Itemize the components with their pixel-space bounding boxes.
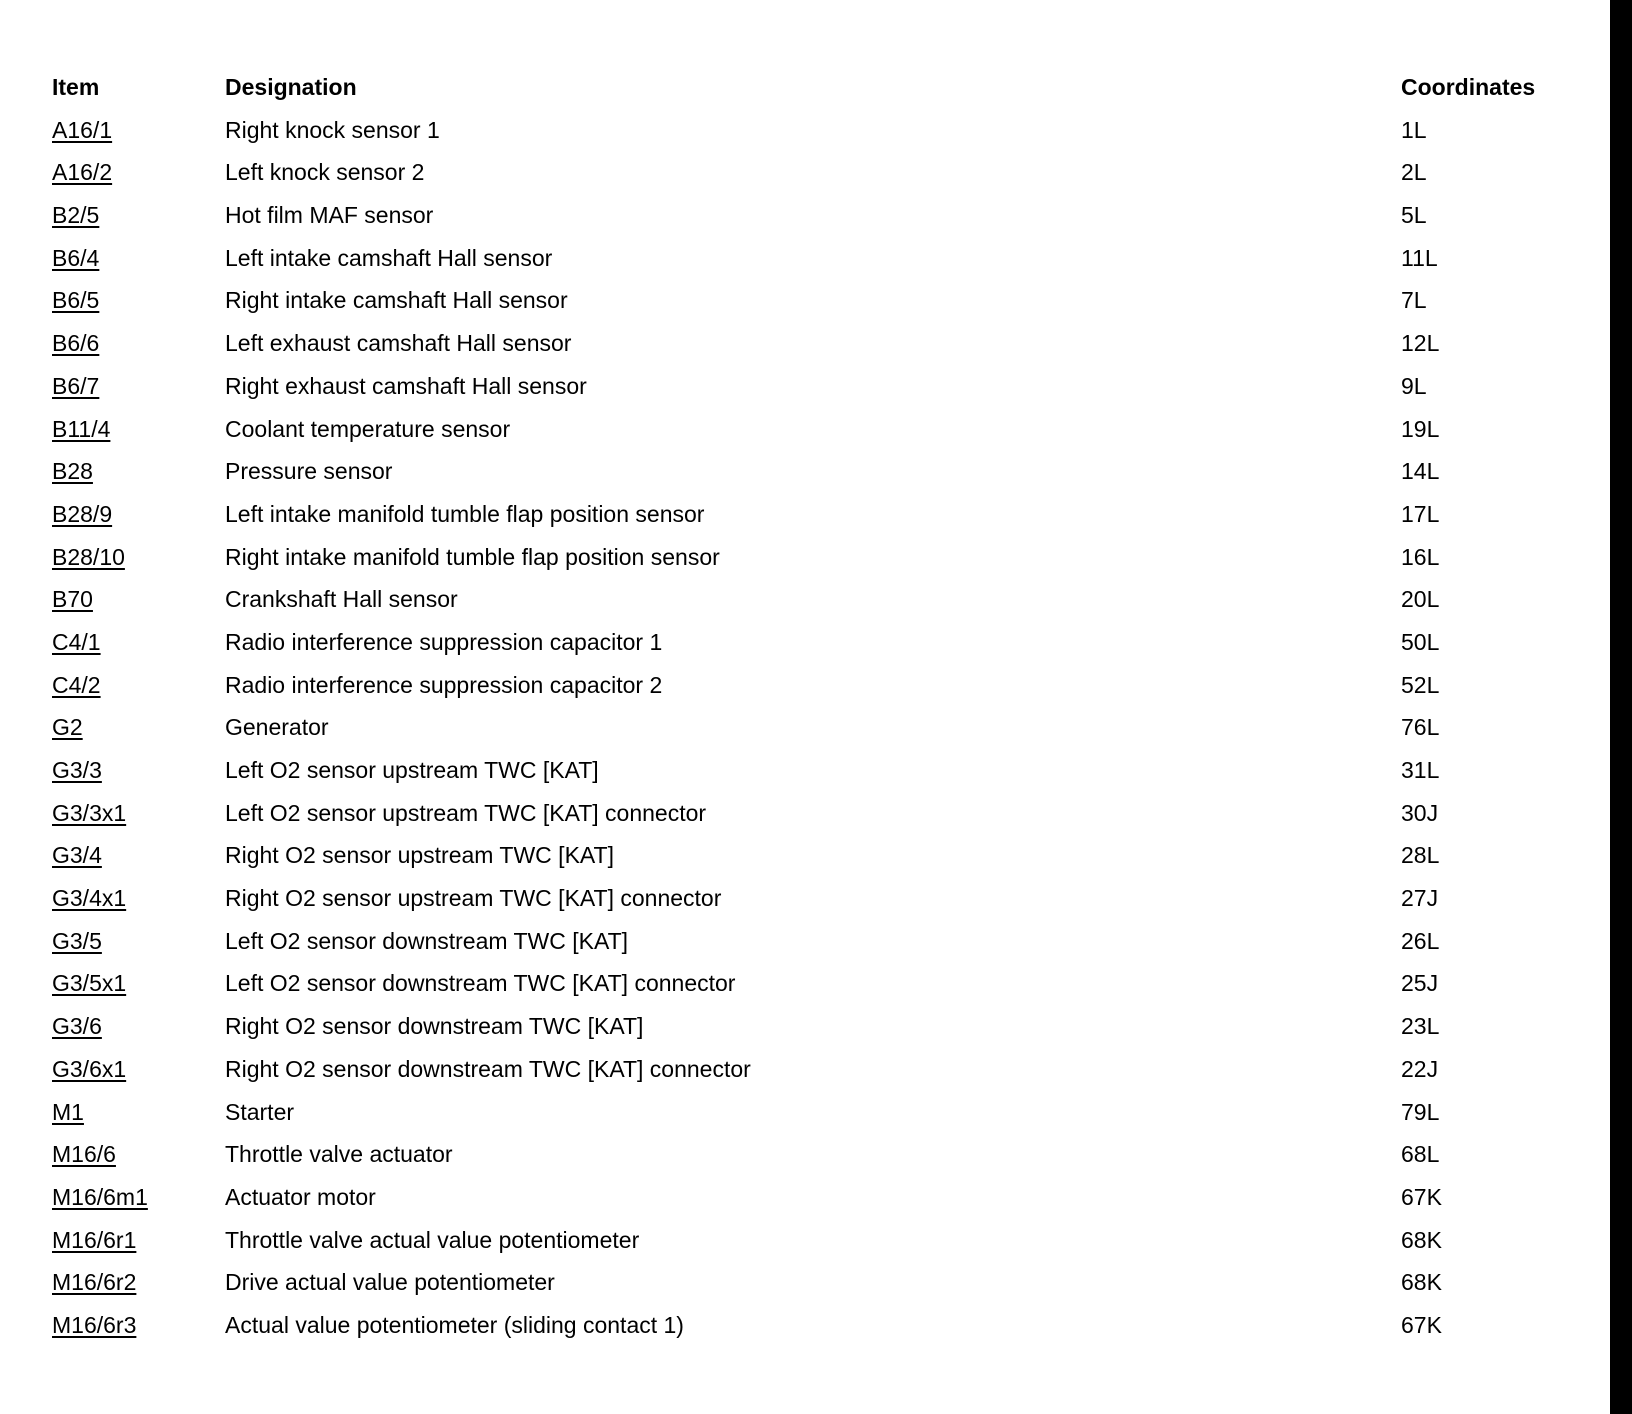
coordinates-cell: 30J — [1401, 799, 1439, 826]
designation-cell: Right O2 sensor upstream TWC [KAT] — [225, 842, 614, 869]
designation-cell: Radio interference suppression capacitor 1 — [225, 628, 663, 655]
table-row — [52, 834, 1592, 877]
designation-cell: Actual value potentiometer (sliding contact 1) — [225, 1311, 684, 1338]
item-link[interactable]: G3/5 — [52, 927, 102, 954]
table-row — [52, 237, 1592, 280]
designation-cell: Drive actual value potentiometer — [225, 1269, 555, 1296]
table-row — [52, 1261, 1592, 1304]
item-link[interactable]: B28 — [52, 458, 93, 485]
item-link[interactable]: A16/1 — [52, 116, 113, 143]
item-link[interactable]: G3/6 — [52, 1013, 102, 1040]
item-link[interactable]: M16/6r2 — [52, 1269, 137, 1296]
table-row — [52, 493, 1592, 536]
designation-cell: Starter — [225, 1098, 295, 1125]
designation-cell: Throttle valve actuator — [225, 1141, 453, 1168]
designation-cell: Left intake manifold tumble flap position sensor — [225, 500, 705, 527]
coordinates-cell: 14L — [1401, 458, 1440, 485]
item-link[interactable]: B6/4 — [52, 244, 100, 271]
designation-cell: Crankshaft Hall sensor — [225, 586, 458, 613]
item-link[interactable]: B11/4 — [52, 415, 111, 442]
designation-cell: Right knock sensor 1 — [225, 116, 440, 143]
designation-cell: Radio interference suppression capacitor 2 — [225, 671, 663, 698]
coordinates-cell: 17L — [1401, 500, 1440, 527]
coordinates-cell: 7L — [1401, 287, 1427, 314]
designation-cell: Right intake camshaft Hall sensor — [225, 287, 568, 314]
table-row — [52, 365, 1592, 408]
table-header-row — [52, 66, 1592, 109]
coordinates-cell: 22J — [1401, 1055, 1439, 1082]
table-row — [52, 1005, 1592, 1048]
item-link[interactable]: G3/3 — [52, 757, 102, 783]
designation-cell: Left O2 sensor downstream TWC [KAT] — [225, 927, 629, 954]
designation-cell: Left O2 sensor upstream TWC [KAT] connector — [225, 799, 707, 826]
coordinates-cell: 20L — [1401, 586, 1440, 613]
item-link[interactable]: B6/7 — [52, 372, 100, 399]
table-row — [52, 664, 1592, 707]
designation-cell: Hot film MAF sensor — [225, 202, 434, 229]
coordinates-cell: 26L — [1401, 927, 1440, 954]
item-link[interactable]: C4/1 — [52, 628, 101, 655]
table-row — [52, 536, 1592, 579]
table-row — [52, 706, 1592, 749]
coordinates-cell: 67K — [1401, 1311, 1442, 1338]
designation-cell: Right intake manifold tumble flap position sensor — [225, 543, 720, 570]
designation-cell: Right O2 sensor downstream TWC [KAT] — [225, 1013, 644, 1040]
coordinates-cell: 5L — [1401, 202, 1427, 229]
designation-cell: Coolant temperature sensor — [225, 415, 511, 442]
column-header-coordinates: Coordinates — [1401, 74, 1536, 100]
item-link[interactable]: B2/5 — [52, 202, 100, 229]
item-link[interactable]: C4/2 — [52, 671, 101, 698]
table-row — [52, 408, 1592, 451]
coordinates-cell: 12L — [1401, 330, 1440, 357]
designation-cell: Left O2 sensor upstream TWC [KAT] — [225, 757, 599, 783]
designation-cell: Left intake camshaft Hall sensor — [225, 244, 553, 271]
coordinates-cell: 16L — [1401, 543, 1440, 570]
item-link[interactable]: G3/4 — [52, 842, 102, 869]
designation-cell: Actuator motor — [225, 1183, 376, 1210]
table-row — [52, 322, 1592, 365]
item-link[interactable]: M1 — [52, 1098, 84, 1125]
table-row — [52, 1304, 1592, 1347]
coordinates-cell: 19L — [1401, 415, 1440, 442]
column-header-item: Item — [52, 74, 100, 100]
coordinates-cell: 1L — [1401, 116, 1427, 143]
coordinates-cell: 50L — [1401, 628, 1440, 655]
item-link[interactable]: B6/5 — [52, 287, 100, 314]
item-link[interactable]: A16/2 — [52, 159, 113, 186]
coordinates-cell: 9L — [1401, 372, 1427, 399]
table-row — [52, 194, 1592, 237]
coordinates-cell: 27J — [1401, 885, 1439, 912]
item-link[interactable]: G3/3x1 — [52, 799, 127, 826]
designation-cell: Generator — [225, 714, 329, 741]
coordinates-cell: 68K — [1401, 1269, 1442, 1296]
coordinates-cell: 11L — [1401, 244, 1438, 271]
designation-cell: Throttle valve actual value potentiometer — [225, 1226, 640, 1253]
item-link[interactable]: M16/6m1 — [52, 1183, 148, 1210]
table-row — [52, 279, 1592, 322]
item-link[interactable]: G3/4x1 — [52, 885, 127, 912]
table-row — [52, 1133, 1592, 1176]
item-link[interactable]: B6/6 — [52, 330, 100, 357]
coordinates-cell: 31L — [1401, 757, 1440, 783]
table-body — [52, 109, 1592, 1347]
coordinates-cell: 25J — [1401, 970, 1439, 997]
designation-cell: Right O2 sensor downstream TWC [KAT] connector — [225, 1055, 751, 1082]
designation-cell: Pressure sensor — [225, 458, 393, 485]
table-row — [52, 1219, 1592, 1262]
item-link[interactable]: B28/9 — [52, 500, 113, 527]
coordinates-cell: 2L — [1401, 159, 1427, 186]
coordinates-cell: 68L — [1401, 1141, 1440, 1168]
designation-cell: Left O2 sensor downstream TWC [KAT] connector — [225, 970, 736, 997]
item-link[interactable]: M16/6 — [52, 1141, 116, 1168]
table-row — [52, 962, 1592, 1005]
table-row — [52, 920, 1592, 963]
table-row — [52, 1176, 1592, 1219]
table-row — [52, 578, 1592, 621]
item-link[interactable]: M16/6r1 — [52, 1226, 137, 1253]
table-row — [52, 151, 1592, 194]
coordinates-cell: 79L — [1401, 1098, 1440, 1125]
item-link[interactable]: G2 — [52, 714, 83, 741]
item-link[interactable]: G3/5x1 — [52, 970, 127, 997]
coordinates-cell: 52L — [1401, 671, 1440, 698]
item-link[interactable]: B70 — [52, 586, 93, 613]
item-link[interactable]: G3/6x1 — [52, 1055, 127, 1082]
coordinates-cell: 28L — [1401, 842, 1440, 869]
table-row — [52, 621, 1592, 664]
designation-cell: Left exhaust camshaft Hall sensor — [225, 330, 572, 357]
coordinates-cell: 68K — [1401, 1226, 1442, 1253]
coordinates-cell: 67K — [1401, 1183, 1442, 1210]
designation-cell: Right O2 sensor upstream TWC [KAT] connector — [225, 885, 722, 912]
designation-cell: Left knock sensor 2 — [225, 159, 425, 186]
component-legend-table — [52, 66, 1592, 1347]
coordinates-cell: 76L — [1401, 714, 1440, 741]
item-link[interactable]: B28/10 — [52, 543, 125, 570]
column-header-designation: Designation — [225, 74, 357, 100]
table-row — [52, 792, 1592, 835]
table-row — [52, 1091, 1592, 1134]
table-row — [52, 109, 1592, 152]
item-link[interactable]: M16/6r3 — [52, 1311, 137, 1338]
table-row — [52, 1048, 1592, 1091]
designation-cell: Right exhaust camshaft Hall sensor — [225, 372, 587, 399]
page-edge-bar — [1610, 0, 1632, 1414]
table-row — [52, 450, 1592, 493]
coordinates-cell: 23L — [1401, 1013, 1440, 1040]
table-row — [52, 749, 1592, 792]
table-row — [52, 877, 1592, 920]
